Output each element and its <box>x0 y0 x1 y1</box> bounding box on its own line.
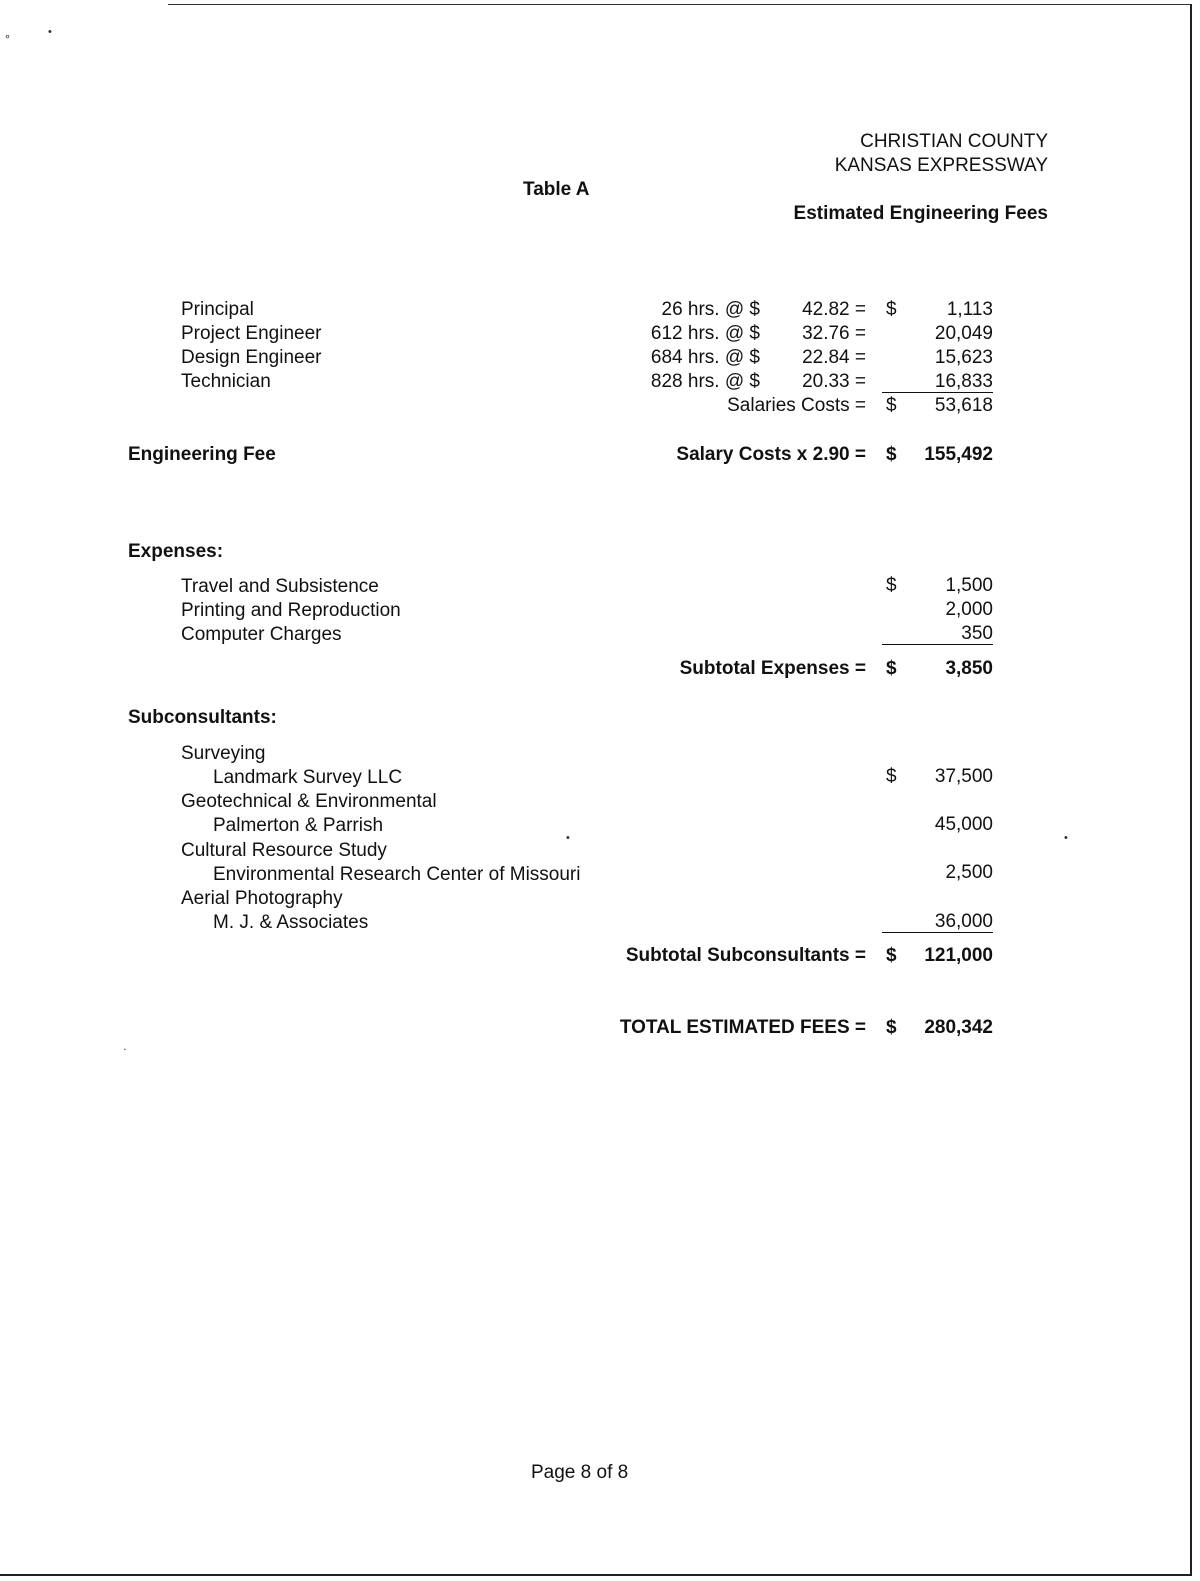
expenses-subtotal-label: Subtotal Expenses = <box>679 658 866 679</box>
salary-rate: 32.76 = <box>802 323 866 344</box>
expense-label: Travel and Subsistence <box>181 576 379 597</box>
scan-speck: ․ <box>123 1041 127 1053</box>
salary-hours: 26 hrs. @ $ <box>661 299 760 320</box>
expense-dollar: $ <box>886 575 897 596</box>
subconsultant-firm: Environmental Research Center of Missouri <box>213 864 581 885</box>
salary-amount: 20,049 <box>934 323 993 344</box>
subconsultant-dollar: $ <box>886 766 897 787</box>
engineering-fee-amount: 155,492 <box>924 444 993 465</box>
engineering-fee-dollar: $ <box>886 444 897 465</box>
salary-rate: 42.82 = <box>802 299 866 320</box>
fees-subtitle: Estimated Engineering Fees <box>793 203 1048 224</box>
subconsultant-amount: 37,500 <box>934 766 993 787</box>
salary-amount: 15,623 <box>934 347 993 368</box>
scan-speck: • <box>566 832 570 844</box>
county-title: CHRISTIAN COUNTY <box>860 131 1048 152</box>
table-title: Table A <box>523 179 590 200</box>
subconsultants-underline <box>882 932 993 933</box>
subconsultants-subtotal-amount: 121,000 <box>924 945 993 966</box>
expenses-heading: Expenses: <box>128 541 224 562</box>
subconsultant-firm: Palmerton & Parrish <box>213 815 384 836</box>
salaries-total-amount: 53,618 <box>934 395 993 416</box>
subconsultant-amount: 2,500 <box>945 862 993 883</box>
subconsultant-amount: 45,000 <box>934 814 993 835</box>
engineering-fee-formula: Salary Costs x 2.90 = <box>676 444 866 465</box>
subconsultant-category: Cultural Resource Study <box>181 840 387 861</box>
salaries-total-dollar: $ <box>886 395 897 416</box>
scan-speck: ∘ <box>4 31 11 43</box>
expense-amount: 1,500 <box>945 575 993 596</box>
salary-amount: 16,833 <box>934 371 993 392</box>
expense-amount: 350 <box>961 623 993 644</box>
scan-speck: • <box>48 26 52 38</box>
salary-role: Technician <box>181 371 271 392</box>
subconsultant-category: Aerial Photography <box>181 888 343 909</box>
expense-label: Printing and Reproduction <box>181 600 401 621</box>
subconsultant-firm: Landmark Survey LLC <box>213 767 403 788</box>
salary-amount: 1,113 <box>946 299 993 320</box>
salary-hours: 612 hrs. @ $ <box>650 323 760 344</box>
scan-speck: • <box>1064 832 1068 844</box>
page-border-bottom <box>0 1574 1192 1576</box>
expense-amount: 2,000 <box>945 599 993 620</box>
salaries-underline <box>882 392 993 393</box>
salary-role: Project Engineer <box>181 323 322 344</box>
subconsultants-subtotal-dollar: $ <box>886 945 897 966</box>
page-border-right <box>1190 4 1192 1574</box>
page-number: Page 8 of 8 <box>531 1462 629 1483</box>
subconsultants-subtotal-label: Subtotal Subconsultants = <box>625 945 866 966</box>
expenses-subtotal-dollar: $ <box>886 658 897 679</box>
subconsultants-heading: Subconsultants: <box>128 707 277 728</box>
engineering-fee-label: Engineering Fee <box>128 444 276 465</box>
subconsultant-firm: M. J. & Associates <box>213 912 369 933</box>
subconsultant-category: Surveying <box>181 743 266 764</box>
salary-role: Design Engineer <box>181 347 322 368</box>
salary-hours: 684 hrs. @ $ <box>650 347 760 368</box>
salaries-total-label: Salaries Costs = <box>727 395 866 416</box>
project-title: KANSAS EXPRESSWAY <box>834 155 1048 176</box>
salary-rate: 22.84 = <box>802 347 866 368</box>
page-border-top <box>168 4 1192 5</box>
salary-role: Principal <box>181 299 254 320</box>
total-fees-dollar: $ <box>886 1017 897 1038</box>
expenses-subtotal-amount: 3,850 <box>945 658 993 679</box>
expense-label: Computer Charges <box>181 624 342 645</box>
salary-dollar: $ <box>886 299 897 320</box>
subconsultant-amount: 36,000 <box>934 911 993 932</box>
expenses-underline <box>882 644 993 645</box>
salary-rate: 20.33 = <box>802 371 866 392</box>
subconsultant-category: Geotechnical & Environmental <box>181 791 437 812</box>
total-fees-label: TOTAL ESTIMATED FEES = <box>619 1017 866 1038</box>
salary-hours: 828 hrs. @ $ <box>650 371 760 392</box>
total-fees-amount: 280,342 <box>924 1017 993 1038</box>
